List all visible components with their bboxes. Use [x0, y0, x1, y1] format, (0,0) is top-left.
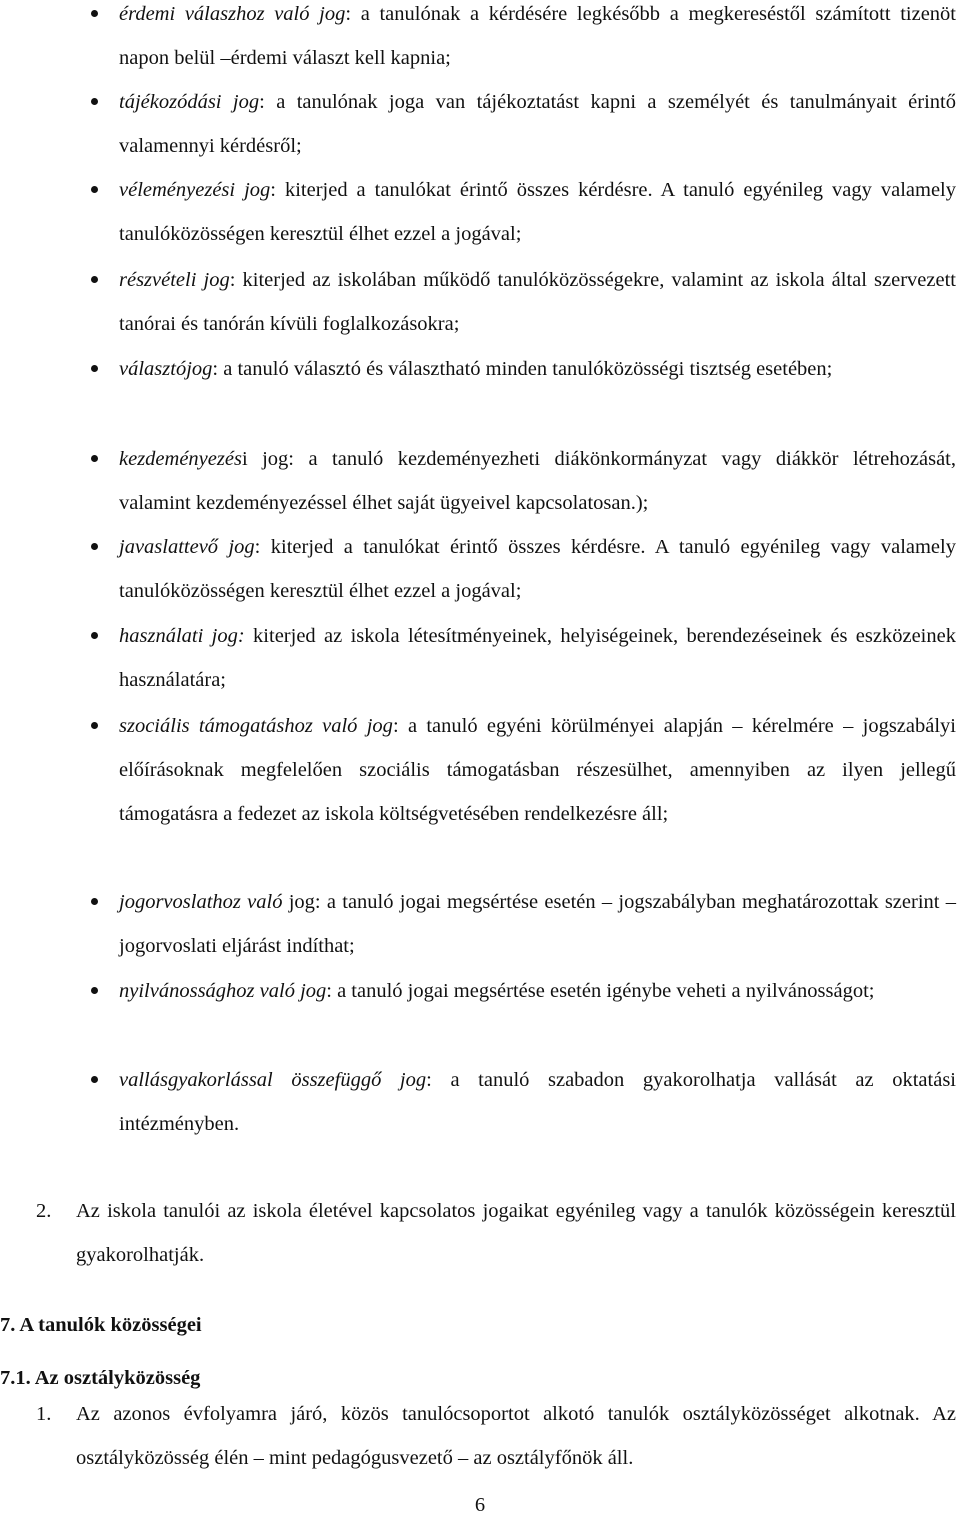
list-item: véleményezési jog: kiterjed a tanulókat érintő összes kérdésre. A tanuló egyénileg vagy valamely tanulóközösségen keresztül élhet ezzel a jogával; — [119, 168, 956, 256]
bullet-icon — [91, 186, 98, 193]
list-item: javaslattevő jog: kiterjed a tanulókat érintő összes kérdésre. A tanuló egyénileg vagy valamely tanulóközösségen keresztül élhet ezzel a jogával; — [119, 525, 956, 613]
list-item: vallásgyakorlással összefüggő jog: a tanuló szabadon gyakorolhatja vallását az oktatási intézményben. — [119, 1058, 956, 1146]
bullet-icon — [91, 455, 98, 462]
list-item: részvételi jog: kiterjed az iskolában működő tanulóközösségekre, valamint az iskola által szervezett tanórai és tanórán kívüli foglalkozásokra; — [119, 258, 956, 346]
list-item: kezdeményezési jog: a tanuló kezdeményezheti diákönkormányzat vagy diákkör létrehozását, valamint kezdeményezéssel élhet saját ügyeivel kapcsolatosan.); — [119, 437, 956, 525]
list-item: jogorvoslathoz való jog: a tanuló jogai megsértése esetén – jogszabályban meghatározottak szerint – jogorvoslati eljárást indíthat; — [119, 880, 956, 968]
list-item: nyilvánossághoz való jog: a tanuló jogai megsértése esetén igénybe veheti a nyilvánosságot; — [119, 969, 956, 1013]
paragraph-text: Az iskola tanulói az iskola életével kapcsolatos jogaikat egyénileg vagy a tanulók közösségein keresztül gyakorolhatják. — [76, 1200, 956, 1266]
subsection-heading: 7.1. Az osztályközösség — [0, 1367, 201, 1389]
page-number: 6 — [474, 1494, 486, 1516]
bullet-icon — [91, 365, 98, 372]
bullet-icon — [91, 276, 98, 283]
bullet-icon — [91, 543, 98, 550]
numbered-paragraph — [36, 1392, 956, 1480]
list-item: tájékozódási jog: a tanulónak joga van tájékoztatást kapni a személyét és tanulmányait érintő valamennyi kérdésről; — [119, 80, 956, 168]
list-item: érdemi válaszhoz való jog: a tanulónak a kérdésére legkésőbb a megkereséstől számított tizenöt napon belül –érdemi választ kell kapnia; — [119, 0, 956, 80]
bullet-icon — [91, 1076, 98, 1083]
bullet-icon — [91, 632, 98, 639]
paragraph-number: 1. — [36, 1403, 52, 1425]
section-heading: 7. A tanulók közösségei — [0, 1314, 202, 1336]
list-item: használati jog: kiterjed az iskola létesítményeinek, helyiségeinek, berendezéseinek és eszközeinek használatára; — [119, 614, 956, 702]
paragraph-text: Az azonos évfolyamra járó, közös tanulócsoportot alkotó tanulók osztályközösséget alkotnak. Az osztályközösség élén – mint pedagógusvezető – az osztályfőnök áll. — [76, 1403, 956, 1469]
numbered-paragraph — [36, 1189, 956, 1277]
bullet-icon — [91, 987, 98, 994]
bullet-icon — [91, 98, 98, 105]
list-item: választójog: a tanuló választó és választható minden tanulóközösségi tisztség esetében; — [119, 347, 956, 391]
bullet-icon — [91, 10, 98, 17]
paragraph-number: 2. — [36, 1200, 52, 1222]
bullet-icon — [91, 722, 98, 729]
list-item: szociális támogatáshoz való jog: a tanuló egyéni körülményei alapján – kérelmére – jogszabályi előírásoknak megfelelően szociális támogatásban részesülhet, amennyiben az ilyen jellegű támogatásra a fedezet az iskola költségvetésében rendelkezésre áll; — [119, 704, 956, 837]
bullet-icon — [91, 898, 98, 905]
